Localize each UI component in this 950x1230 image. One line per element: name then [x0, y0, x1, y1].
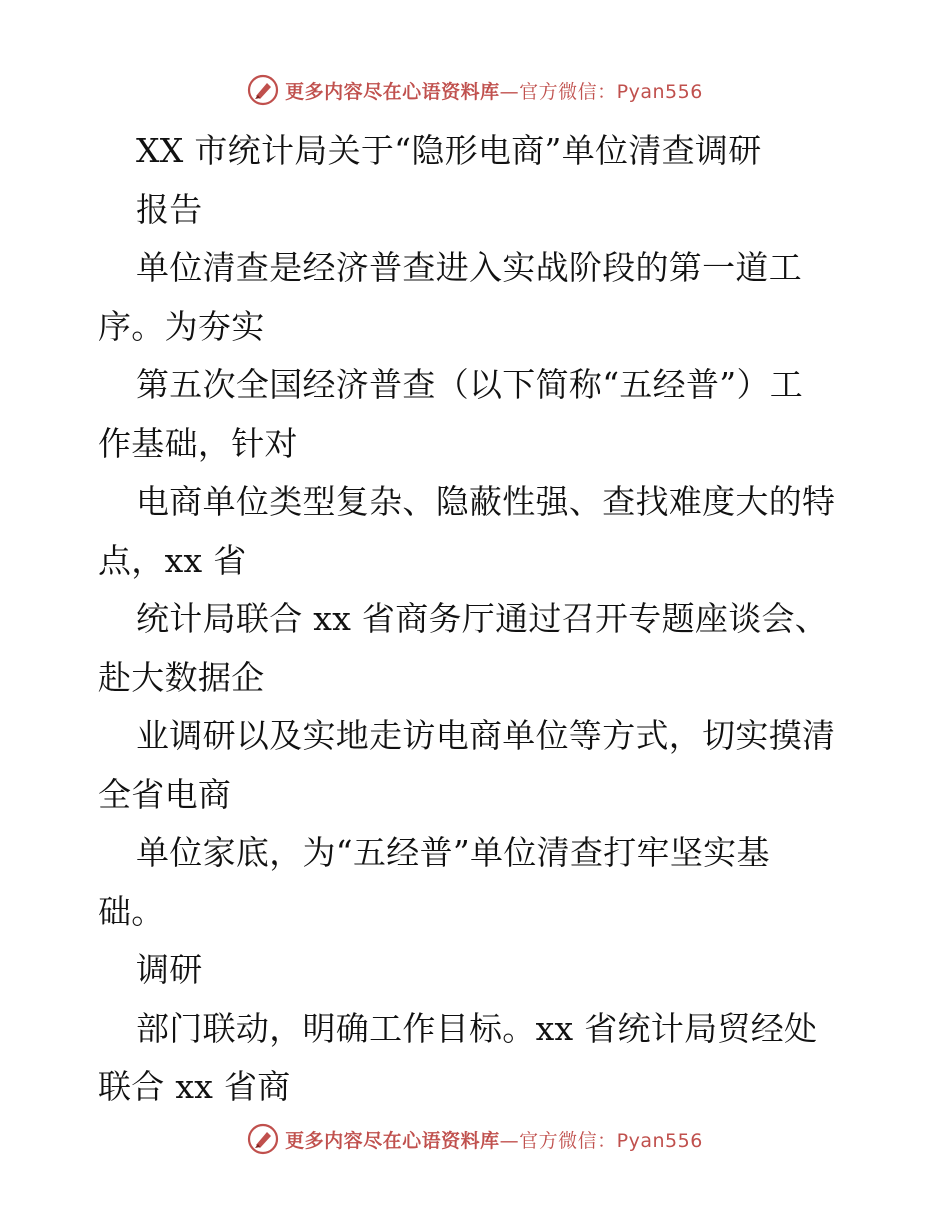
- document-line: 业调研以及实地走访电商单位等方式，切实摸清: [136, 716, 836, 755]
- watermark-brand: 更多内容尽在心语资料库: [285, 1129, 500, 1152]
- document-line: 第五次全国经济普查（以下简称“五经普”）工: [136, 365, 804, 404]
- pen-nib-logo-icon: [247, 74, 279, 106]
- watermark-contact: 官方微信：Pyan556: [519, 1129, 703, 1152]
- document-body: [98, 122, 868, 1117]
- watermark-brand: 更多内容尽在心语资料库: [285, 80, 500, 103]
- document-line: 联合 xx 省商: [98, 1067, 291, 1106]
- document-line: 单位家底，为“五经普”单位清查打牢坚实基: [136, 833, 770, 872]
- document-line: 序。为夯实: [98, 306, 265, 346]
- document-line: 点，xx 省: [98, 540, 247, 580]
- document-line: 全省电商: [98, 774, 232, 814]
- document-line: 赴大数据企: [98, 657, 265, 697]
- document-line: 报告: [136, 189, 203, 229]
- document-line: 部门联动，明确工作目标。xx 省统计局贸经处: [136, 1008, 818, 1048]
- document-line: XX 市统计局关于“隐形电商”单位清查调研: [136, 131, 762, 170]
- footer-watermark: [0, 1121, 950, 1157]
- watermark-separator: —: [499, 1129, 520, 1152]
- watermark-text: [285, 1126, 703, 1153]
- document-line: 电商单位类型复杂、隐蔽性强、查找难度大的特: [136, 482, 836, 521]
- watermark-text: [285, 77, 703, 104]
- document-line: 统计局联合 xx 省商务厅通过召开专题座谈会、: [136, 599, 829, 638]
- document-line: 础。: [98, 891, 165, 931]
- watermark-contact: 官方微信：Pyan556: [519, 80, 703, 103]
- pen-nib-logo-icon: [247, 1123, 279, 1155]
- document-line: 调研: [136, 950, 203, 989]
- document-line: 作基础，针对: [98, 423, 298, 463]
- header-watermark: [0, 72, 950, 108]
- document-line: 单位清查是经济普查进入实战阶段的第一道工: [136, 248, 802, 287]
- watermark-separator: —: [499, 80, 520, 103]
